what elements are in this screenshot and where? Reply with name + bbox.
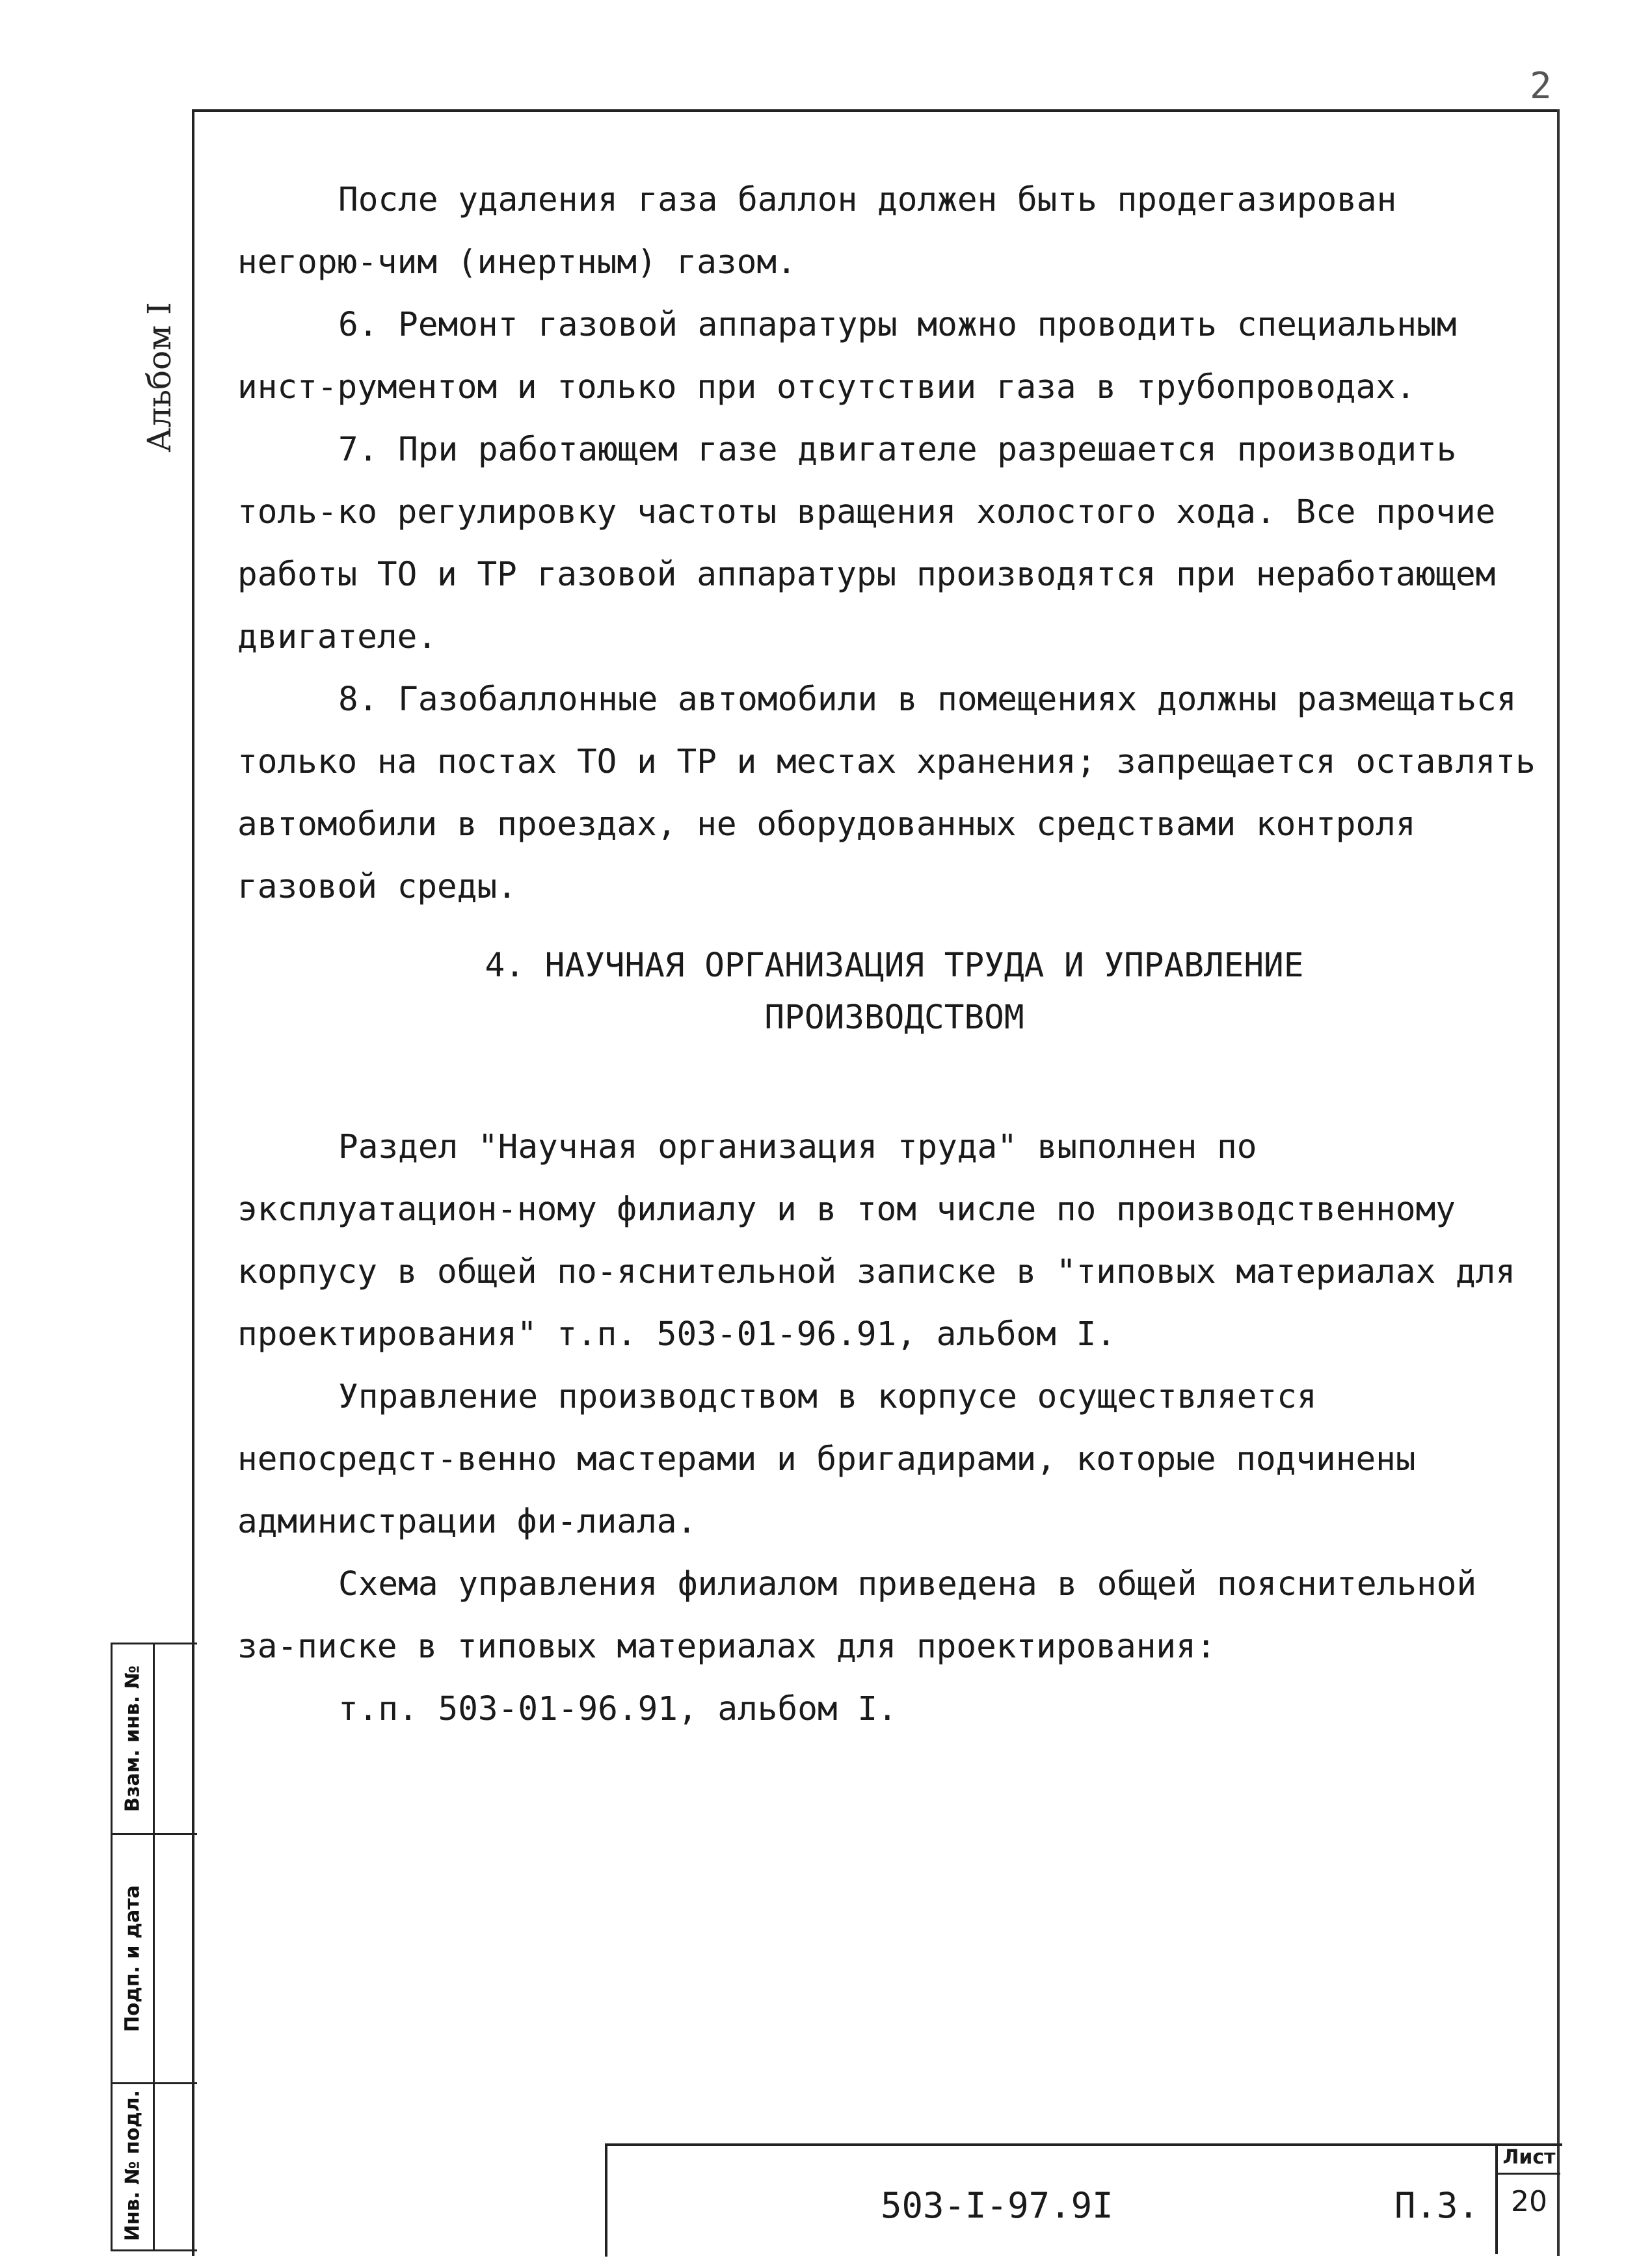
document-code: 503-I-97.9I — [881, 2185, 1113, 2226]
album-label-text: Альбом I — [140, 302, 178, 453]
paragraph-reference: т.п. 503-01-96.91, альбом I. — [338, 1690, 898, 1728]
sheet-number: 20 — [1511, 2185, 1547, 2218]
paragraph-degassing: После удаления газа баллон должен быть продегазирован негорю-чим (инертным) газом. — [237, 181, 1397, 282]
paragraph-item-8: 8. Газобаллонные автомобили в помещениях должны размещаться только на постах ТО и ТР и местах хранения; запрещается оставлять автомобили в проездах, не оборудованных средствами контроля газовой среды. — [237, 680, 1536, 906]
frame-right-line — [1557, 109, 1560, 2256]
approval-stamp — [111, 1643, 197, 2251]
corner-page-number: 2 — [1530, 65, 1552, 107]
section-number: П.3. — [1394, 2185, 1480, 2226]
album-side-label — [130, 273, 189, 481]
paragraph-not-section: Раздел "Научная организация труда" выполнен по эксплуатацион-ному филиалу и в том числе по производственному корпусу в общей по-яснительной записке в "типовых материалах для проектирования" т.п. 503-01-96.91, альбом I. — [237, 1128, 1516, 1354]
title-block — [605, 2143, 1562, 2257]
paragraph-item-6: 6. Ремонт газовой аппаратуры можно проводить специальным инст-рументом и только при отсутствии газа в трубопроводах. — [237, 306, 1457, 407]
document-body-section-4 — [237, 1116, 1551, 1741]
section-heading-line-1: 4. НАУЧНАЯ ОРГАНИЗАЦИЯ ТРУДА И УПРАВЛЕНИЕ — [485, 946, 1304, 985]
sheet-box — [1495, 2146, 1563, 2254]
paragraph-management: Управление производством в корпусе осуществляется непосредст-венно мастерами и бригадирами, которые подчинены администрации фи-лиала. — [237, 1378, 1416, 1541]
document-body — [237, 169, 1551, 919]
stamp-cell-replacement-inv: Взам. инв. № — [121, 1665, 144, 1812]
section-heading-line-2: ПРОИЗВОДСТВОМ — [764, 999, 1024, 1037]
paragraph-scheme: Схема управления филиалом приведена в общей пояснительной за-писке в типовых материалах для проектирования: — [237, 1565, 1477, 1666]
paragraph-item-7: 7. При работающем газе двигателе разрешается производить толь-ко регулировку частоты вращения холостого хода. Все прочие работы ТО и ТР газовой аппаратуры производятся при неработающем двигателе. — [237, 431, 1496, 656]
sheet-label: Лист — [1498, 2146, 1560, 2175]
stamp-cell-signature-date: Подп. и дата — [121, 1885, 144, 2033]
frame-top-line — [192, 109, 1559, 112]
section-heading — [237, 940, 1551, 1044]
stamp-cell-original-inv: Инв. № подл. — [121, 2089, 144, 2242]
